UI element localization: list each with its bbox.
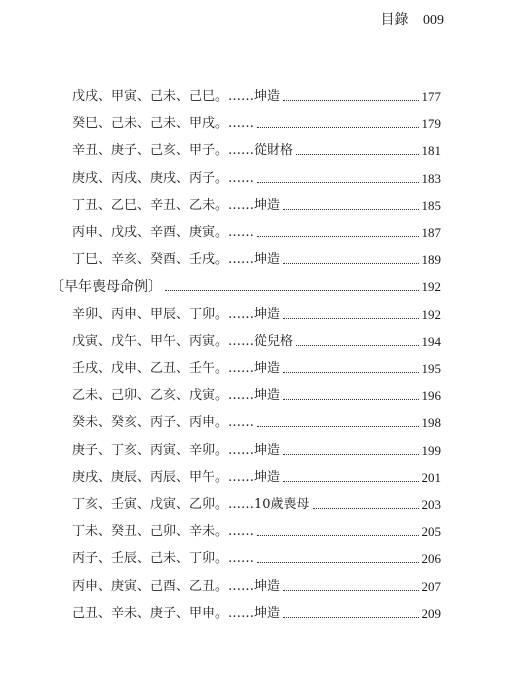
toc-page-number: 183 xyxy=(421,170,441,186)
dot-leader xyxy=(283,617,418,618)
toc-entry-text: 戊寅、戊午、甲午、丙寅。……從兒格 xyxy=(72,333,294,349)
toc-entry xyxy=(72,356,441,378)
toc-page-number: 201 xyxy=(421,469,441,485)
toc-entry-text: 丁丑、乙巳、辛丑、乙未。……坤造 xyxy=(72,197,281,213)
toc-entry xyxy=(72,383,441,405)
dot-leader xyxy=(283,481,418,482)
toc-page-number: 195 xyxy=(421,361,441,376)
dot-leader xyxy=(283,372,418,373)
toc-page-number: 187 xyxy=(421,225,441,240)
dot-leader xyxy=(283,399,418,400)
dot-leader xyxy=(296,345,418,346)
toc-entry xyxy=(72,492,441,514)
toc-page-number: 185 xyxy=(421,197,441,213)
toc-page-number: 177 xyxy=(421,89,441,104)
running-header xyxy=(381,9,444,29)
toc-entry xyxy=(72,574,441,596)
header-title: 目錄 xyxy=(380,12,409,28)
toc-page-number: 207 xyxy=(421,578,441,594)
toc-page-number: 205 xyxy=(421,524,441,540)
toc-entry-text: 壬戌、戊申、乙丑、壬午。……坤造 xyxy=(72,361,281,376)
toc-entry-text: 庚子、丁亥、丙寅、辛卯。……坤造 xyxy=(72,442,281,458)
toc-entry-text: 辛卯、丙申、甲辰、丁卯。……坤造 xyxy=(72,306,281,322)
toc-entry xyxy=(72,519,441,541)
toc-entry xyxy=(72,438,441,460)
toc-entry xyxy=(72,193,441,215)
dot-leader xyxy=(283,454,418,455)
dot-leader xyxy=(283,590,418,591)
toc-page-number: 181 xyxy=(421,143,441,159)
toc-entry xyxy=(72,220,441,242)
toc-entry-text: 庚戌、丙戌、庚戌、丙子。…… xyxy=(72,170,255,186)
toc-page-number: 192 xyxy=(421,279,441,295)
dot-leader xyxy=(257,236,418,237)
toc-page-number: 196 xyxy=(421,388,441,404)
toc-page-number: 189 xyxy=(421,252,441,268)
dot-leader xyxy=(283,209,418,210)
toc-section-heading xyxy=(50,274,441,296)
toc-entry xyxy=(72,84,441,106)
dot-leader xyxy=(283,263,418,264)
dot-leader xyxy=(257,562,418,563)
dot-leader xyxy=(257,426,418,427)
dot-leader xyxy=(313,508,419,509)
dot-leader xyxy=(257,127,418,128)
toc-page-number: 198 xyxy=(421,415,441,431)
toc-entry xyxy=(72,247,441,269)
toc-entry xyxy=(72,601,441,623)
toc-page-number: 192 xyxy=(421,306,441,322)
toc-entry-text: 己丑、辛未、庚子、甲申。……坤造 xyxy=(72,605,281,621)
toc-entry xyxy=(72,546,441,568)
header-page-number: 009 xyxy=(423,13,444,28)
toc-entry xyxy=(72,111,441,133)
toc-entry xyxy=(72,138,441,160)
dot-leader xyxy=(296,154,418,155)
dot-leader xyxy=(165,290,419,291)
dot-leader xyxy=(283,318,418,319)
toc-entry-text: 戊戌、甲寅、己未、己巳。……坤造 xyxy=(72,89,281,104)
toc-page-number: 203 xyxy=(421,497,441,512)
toc-entry-text: 丁亥、壬寅、戊寅、乙卯。……10歲喪母 xyxy=(72,497,310,512)
toc-entry-text: 癸巳、己未、己未、甲戌。…… xyxy=(72,116,255,132)
dot-leader xyxy=(257,535,418,536)
toc-page-number: 194 xyxy=(421,333,441,349)
toc-entry xyxy=(72,410,441,432)
toc-page-number: 206 xyxy=(421,551,441,567)
toc-page-number: 209 xyxy=(421,605,441,621)
toc-page-number: 179 xyxy=(421,116,441,132)
toc-entry-text: 丙申、庚寅、己酉、乙丑。……坤造 xyxy=(72,578,281,594)
toc-entry-text: 辛丑、庚子、己亥、甲子。……從財格 xyxy=(72,143,294,159)
dot-leader xyxy=(283,100,418,101)
toc-entry-text: 丙申、戊戌、辛酉、庚寅。…… xyxy=(72,225,255,240)
toc-page-number: 199 xyxy=(421,442,441,458)
toc-entry xyxy=(72,166,441,188)
toc-entry xyxy=(72,329,441,351)
dot-leader xyxy=(257,182,418,183)
toc-entry-text: 癸未、癸亥、丙子、丙申。…… xyxy=(72,415,255,431)
toc-entry-text: 〔早年喪母命例〕 xyxy=(50,279,162,296)
toc-entry-text: 丙子、壬辰、己未、丁卯。…… xyxy=(72,551,255,567)
toc-entry-text: 乙未、己卯、乙亥、戊寅。……坤造 xyxy=(72,388,281,404)
toc-entry-text: 庚戌、庚辰、丙辰、甲午。……坤造 xyxy=(72,469,281,485)
toc-entry-text: 丁巳、辛亥、癸酉、壬戌。……坤造 xyxy=(72,252,281,268)
toc-entry xyxy=(72,302,441,324)
toc-entry-text: 丁未、癸丑、己卯、辛未。…… xyxy=(72,524,255,540)
toc-entry xyxy=(72,465,441,487)
